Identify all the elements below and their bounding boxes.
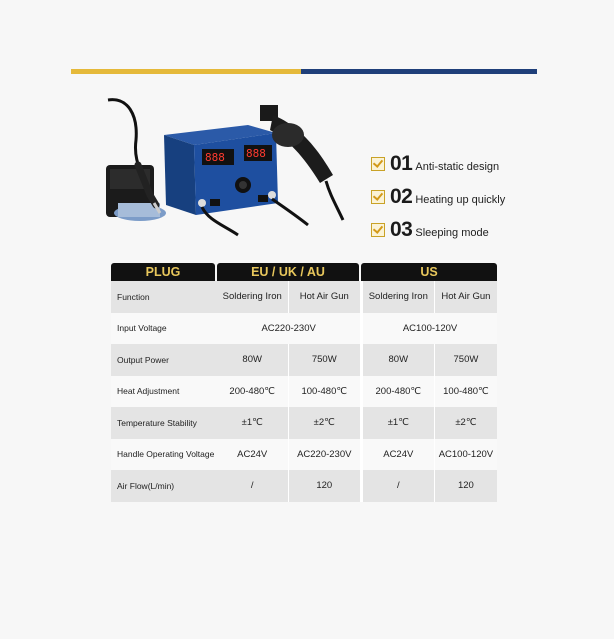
table-cell: 120 (288, 470, 360, 502)
table-cell: AC220-230V (288, 439, 360, 471)
table-cell: ±2℃ (434, 407, 497, 439)
table-row (111, 281, 497, 313)
row-label: Input Voltage (117, 323, 167, 334)
feature-text: Sleeping mode (415, 226, 489, 239)
table-cell: 80W (242, 354, 262, 366)
table-cell: AC100-120V (362, 313, 497, 345)
feature-item (371, 213, 601, 246)
header-us: US (361, 263, 497, 281)
table-cell: Hot Air Gun (434, 281, 497, 313)
svg-text:888: 888 (246, 147, 266, 160)
table-cell: Soldering Iron (222, 291, 282, 303)
table-cell: / (250, 480, 254, 492)
feature-number: 01 (390, 151, 413, 175)
table-cell: Hot Air Gun (288, 281, 360, 313)
row-label: Handle Operating Voltage (117, 449, 215, 460)
table-row (111, 470, 497, 502)
checkbox-icon (371, 223, 385, 237)
table-cell: 200-480℃ (362, 376, 434, 408)
table-row (111, 313, 497, 345)
table-cell: 750W (434, 344, 497, 376)
spec-table (111, 263, 497, 502)
feature-list (371, 147, 601, 246)
soldering-station-image (98, 95, 360, 245)
table-cell: AC100-120V (434, 439, 497, 471)
row-label: Air Flow(L/min) (117, 480, 175, 491)
table-cell: 100-480℃ (434, 376, 497, 408)
spec-table-header (111, 263, 497, 281)
table-cell: ±1℃ (241, 417, 263, 429)
table-cell: ±1℃ (362, 407, 434, 439)
table-cell: 80W (362, 344, 434, 376)
table-cell: AC24V (237, 448, 268, 460)
table-cell: 120 (434, 470, 497, 502)
feature-text: Heating up quickly (415, 193, 506, 206)
table-cell: AC24V (362, 439, 434, 471)
table-cell: / (362, 470, 434, 502)
divider-gold (71, 69, 301, 74)
table-row (111, 376, 497, 408)
feature-text: Anti-static design (415, 160, 500, 173)
table-cell: 750W (288, 344, 360, 376)
table-row (111, 439, 497, 471)
table-cell: 200-480℃ (229, 385, 275, 397)
table-row (111, 407, 497, 439)
feature-number: 03 (390, 217, 413, 241)
checkbox-icon (371, 157, 385, 171)
feature-number: 02 (390, 184, 413, 208)
table-row (111, 344, 497, 376)
table-cell: Soldering Iron (362, 281, 434, 313)
feature-item (371, 147, 601, 180)
table-cell: AC220-230V (261, 322, 316, 334)
checkbox-icon (371, 190, 385, 204)
row-label: Heat Adjustment (117, 386, 180, 397)
divider-blue (301, 69, 537, 74)
svg-text:888: 888 (205, 151, 225, 164)
row-label: Function (117, 291, 150, 302)
header-divider (71, 69, 537, 74)
header-eu-uk-au: EU / UK / AU (217, 263, 359, 281)
feature-item (371, 180, 601, 213)
header-plug: PLUG (111, 263, 215, 281)
table-cell: 100-480℃ (288, 376, 360, 408)
row-label: Output Power (117, 354, 169, 365)
row-label: Temperature Stability (117, 417, 197, 428)
table-cell: ±2℃ (288, 407, 360, 439)
